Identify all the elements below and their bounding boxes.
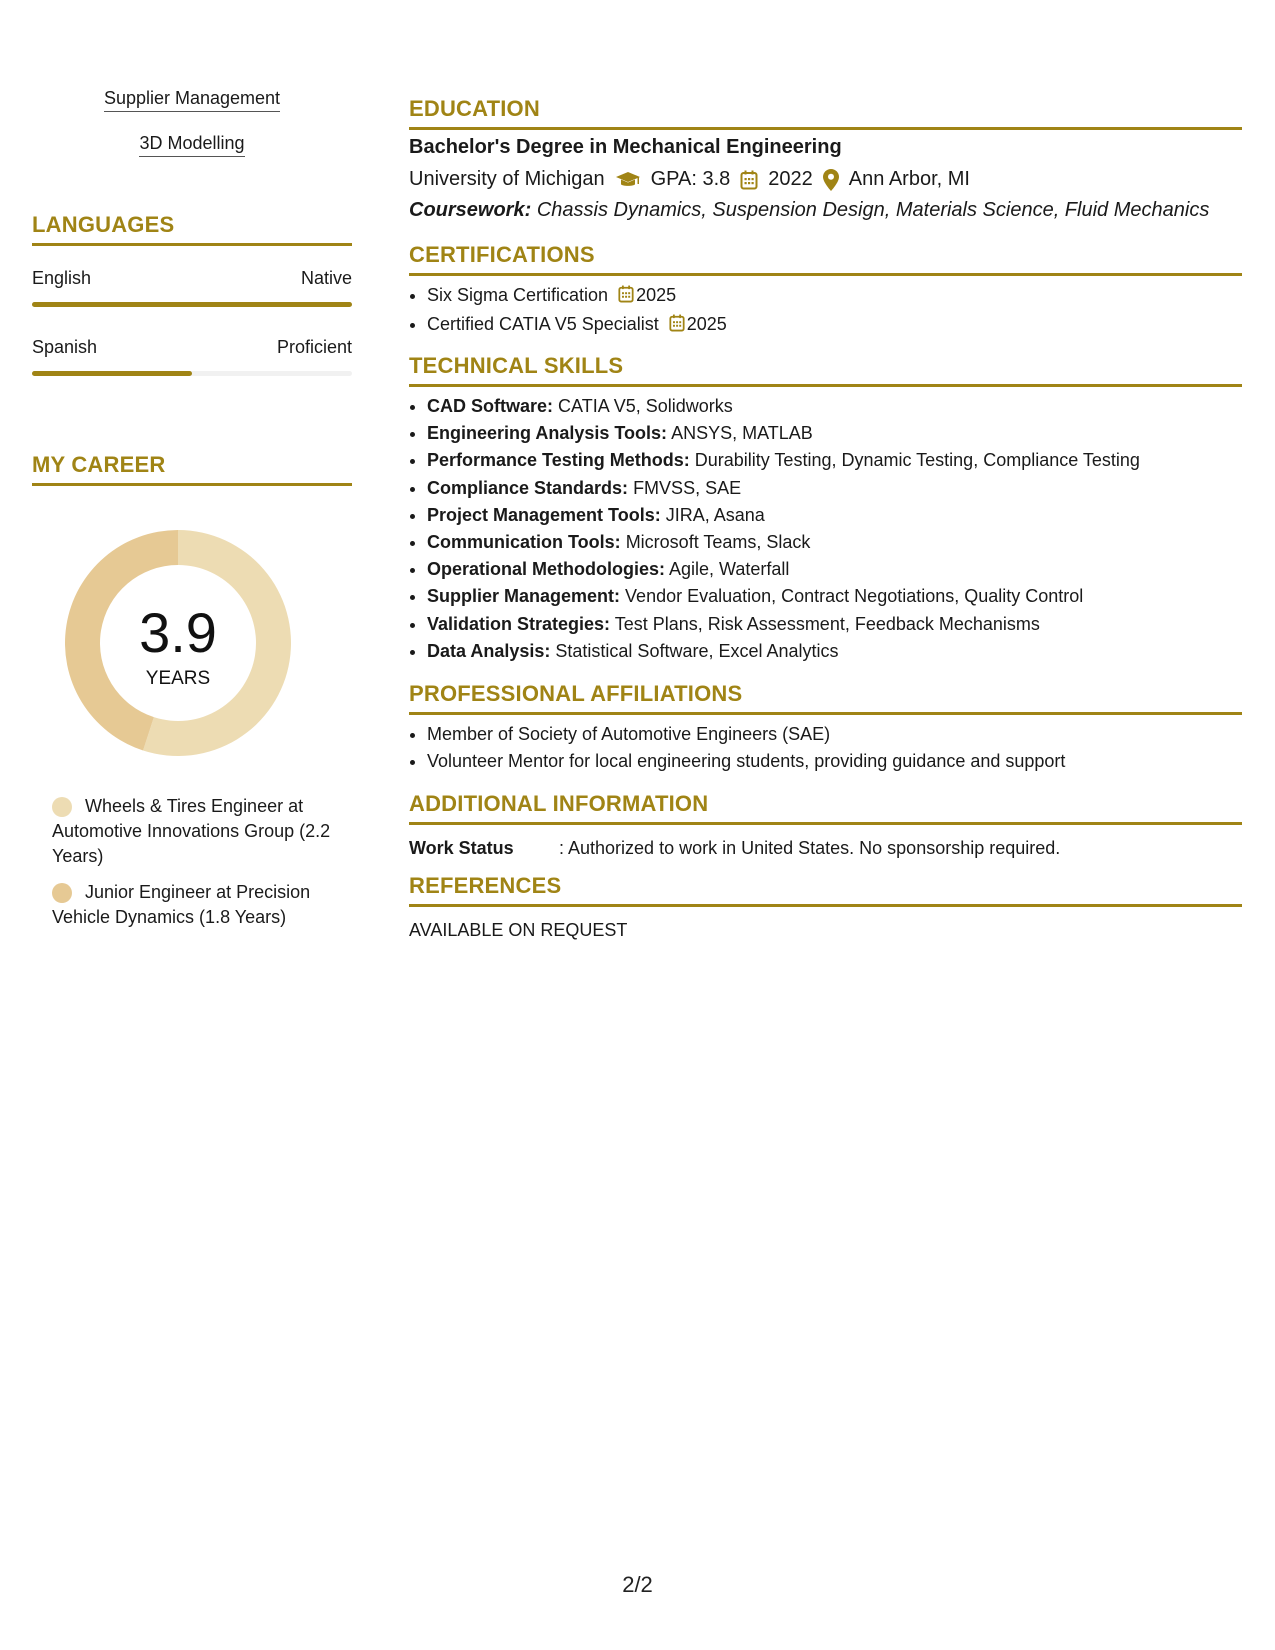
skill-value: Microsoft Teams, Slack (625, 532, 811, 553)
skill-item (427, 420, 1140, 447)
legend-dot (52, 883, 72, 903)
language-level: Proficient (276, 337, 352, 357)
languages-heading: LANGUAGES (32, 212, 352, 246)
certifications-heading: CERTIFICATIONS (409, 242, 1242, 276)
language-bar-fill (32, 371, 192, 376)
graduation-year: 2022 (768, 168, 813, 190)
work-status-value: : Authorized to work in United States. No sponsorship required. (559, 838, 1061, 858)
skill-value: Statistical Software, Excel Analytics (555, 640, 839, 661)
skill-item (427, 447, 1140, 474)
skill-item (427, 611, 1140, 638)
certification-item (427, 282, 727, 311)
location-pin-icon (823, 169, 839, 191)
skill-value: Test Plans, Risk Assessment, Feedback Mechanisms (614, 613, 1040, 634)
coursework (409, 199, 1209, 222)
skill-tag-label: 3D Modelling (139, 133, 244, 157)
skill-item (427, 583, 1140, 610)
skill-item (427, 502, 1140, 529)
calendar-icon (669, 313, 685, 340)
skill-label: Performance Testing Methods: (427, 450, 690, 471)
references-heading: REFERENCES (409, 873, 1242, 907)
language-bar (32, 371, 352, 376)
skill-tag (32, 88, 352, 112)
language-name: English (32, 268, 92, 288)
career-total (65, 530, 291, 756)
skill-value: CATIA V5, Solidworks (558, 396, 733, 416)
language-bar (32, 302, 352, 307)
skill-label: Data Analysis: (427, 640, 551, 661)
work-status (409, 838, 1060, 859)
skill-item (427, 638, 1140, 665)
coursework-list: Chassis Dynamics, Suspension Design, Materials Science, Fluid Mechanics (536, 199, 1210, 221)
calendar-icon (618, 284, 634, 311)
skill-label: Compliance Standards: (427, 477, 629, 498)
certification-year: 2025 (686, 314, 727, 335)
skill-item (427, 393, 1140, 420)
technical-skills-list (409, 393, 1140, 665)
language-bar-fill (32, 302, 352, 307)
skill-item (427, 556, 1140, 583)
education-details (409, 168, 970, 191)
career-heading: MY CAREER (32, 452, 352, 486)
language-level: Native (300, 268, 352, 288)
skill-label: Operational Methodologies: (427, 559, 666, 580)
education-heading: EDUCATION (409, 96, 1242, 130)
skill-value: Agile, Waterfall (669, 559, 790, 580)
affiliations-heading: PROFESSIONAL AFFILIATIONS (409, 681, 1242, 715)
references-text: AVAILABLE ON REQUEST (409, 920, 628, 940)
affiliations-list (409, 721, 1065, 775)
skill-item (427, 529, 1140, 556)
career-legend-item (52, 880, 352, 930)
skill-label: Supplier Management: (427, 586, 621, 607)
skill-label: Engineering Analysis Tools: (427, 423, 668, 444)
graduation-cap-icon (615, 171, 641, 189)
career-legend-label: Wheels & Tires Engineer at Automotive Innovations Group (2.2 Years) (52, 796, 331, 866)
career-legend-label: Junior Engineer at Precision Vehicle Dynamics (1.8 Years) (52, 882, 311, 927)
legend-dot (52, 797, 72, 817)
degree: Bachelor's Degree in Mechanical Engineering (409, 136, 842, 158)
skill-tag (32, 133, 352, 157)
certification-name: Certified CATIA V5 Specialist (427, 314, 659, 335)
skill-value: Vendor Evaluation, Contract Negotiations, Quality Control (625, 586, 1084, 607)
skill-label: Validation Strategies: (427, 613, 611, 634)
language-name: Spanish (32, 337, 98, 357)
career-total-unit: YEARS (145, 668, 211, 689)
certification-name: Six Sigma Certification (427, 285, 609, 305)
page-number: 2/2 (622, 1572, 653, 1597)
certifications-list (409, 282, 727, 340)
certification-year: 2025 (636, 285, 677, 305)
school: University of Michigan (409, 168, 605, 190)
affiliation-item: • Member of Society of Automotive Engineers (SAE) (427, 721, 1065, 748)
skill-tag-label: Supplier Management (104, 88, 280, 112)
skill-value: ANSYS, MATLAB (671, 423, 813, 444)
additional-info-heading: ADDITIONAL INFORMATION (409, 791, 1242, 825)
skill-item (427, 475, 1140, 502)
skill-label: CAD Software: (427, 396, 554, 416)
gpa: GPA: 3.8 (650, 168, 731, 190)
school-location: Ann Arbor, MI (848, 168, 970, 190)
technical-skills-heading: TECHNICAL SKILLS (409, 353, 1242, 387)
skill-value: Durability Testing, Dynamic Testing, Compliance Testing (694, 450, 1140, 471)
career-total-value: 3.9 (139, 601, 217, 664)
coursework-label: Coursework: (409, 199, 532, 221)
language-item (32, 268, 352, 307)
skill-value: FMVSS, SAE (633, 477, 742, 498)
calendar-icon (740, 170, 758, 190)
skill-label: Project Management Tools: (427, 504, 661, 525)
career-legend-item (52, 794, 352, 869)
affiliation-item: • Volunteer Mentor for local engineering students, providing guidance and support (427, 748, 1065, 775)
certification-item (427, 311, 727, 340)
language-item (32, 337, 352, 376)
work-status-label: Work Status (409, 838, 514, 858)
skill-label: Communication Tools: (427, 532, 621, 553)
skill-value: JIRA, Asana (665, 504, 765, 525)
